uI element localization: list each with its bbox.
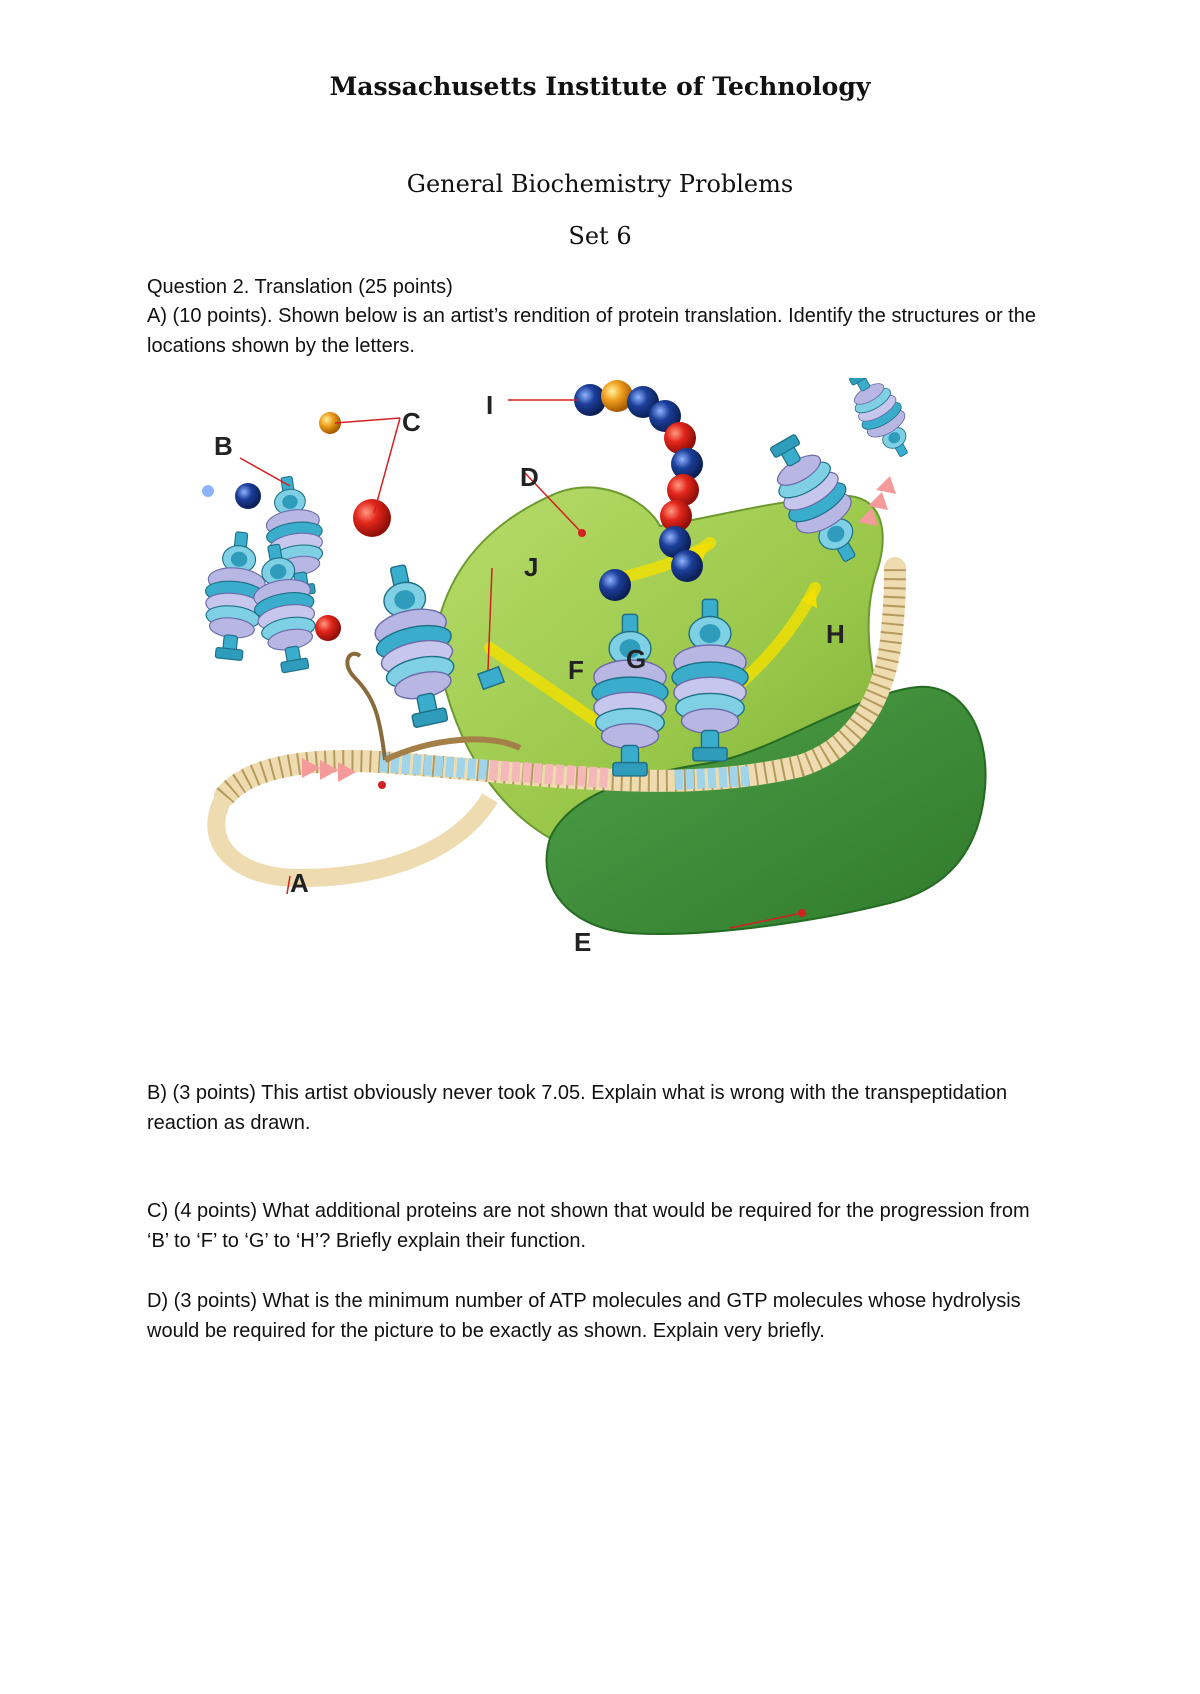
question-part-d: D) (3 points) What is the minimum number of ATP molecules and GTP molecules whose hydrolysis would be required for the picture to be exactly as shown. Explain very briefly. [147,1290,1021,1342]
question-part-a: A) (10 points). Shown below is an artist’s rendition of protein translation. Identify the structures or the locations shown by the letters. [147,305,1036,357]
label-h: H [826,619,845,649]
course-title: General Biochemistry Problems [406,170,794,198]
label-f: F [568,655,584,685]
label-j: J [524,552,539,582]
label-b: B [214,431,233,461]
label-i: I [486,390,494,420]
label-c: C [402,407,421,437]
label-g: G [626,644,647,674]
mrna-cap [347,654,385,760]
question-title: Question 2. Translation (25 points) [147,276,453,298]
label-e: E [574,927,592,957]
set-title: Set 6 [568,222,632,250]
question-part-c: C) (4 points) What additional proteins are not shown that would be required for the progression from ‘B’ to ‘F’ to ‘G’ to ‘H’? Briefly explain their function. [147,1200,1030,1252]
institution-title: Massachusetts Institute of Technology [329,72,871,101]
label-a: A [290,868,309,898]
label-d: D [520,462,539,492]
translation-figure [190,378,1040,966]
mrna-loop [216,796,490,878]
question-part-b: B) (3 points) This artist obviously never took 7.05. Explain what is wrong with the transpeptidation reaction as drawn. [147,1082,1008,1134]
